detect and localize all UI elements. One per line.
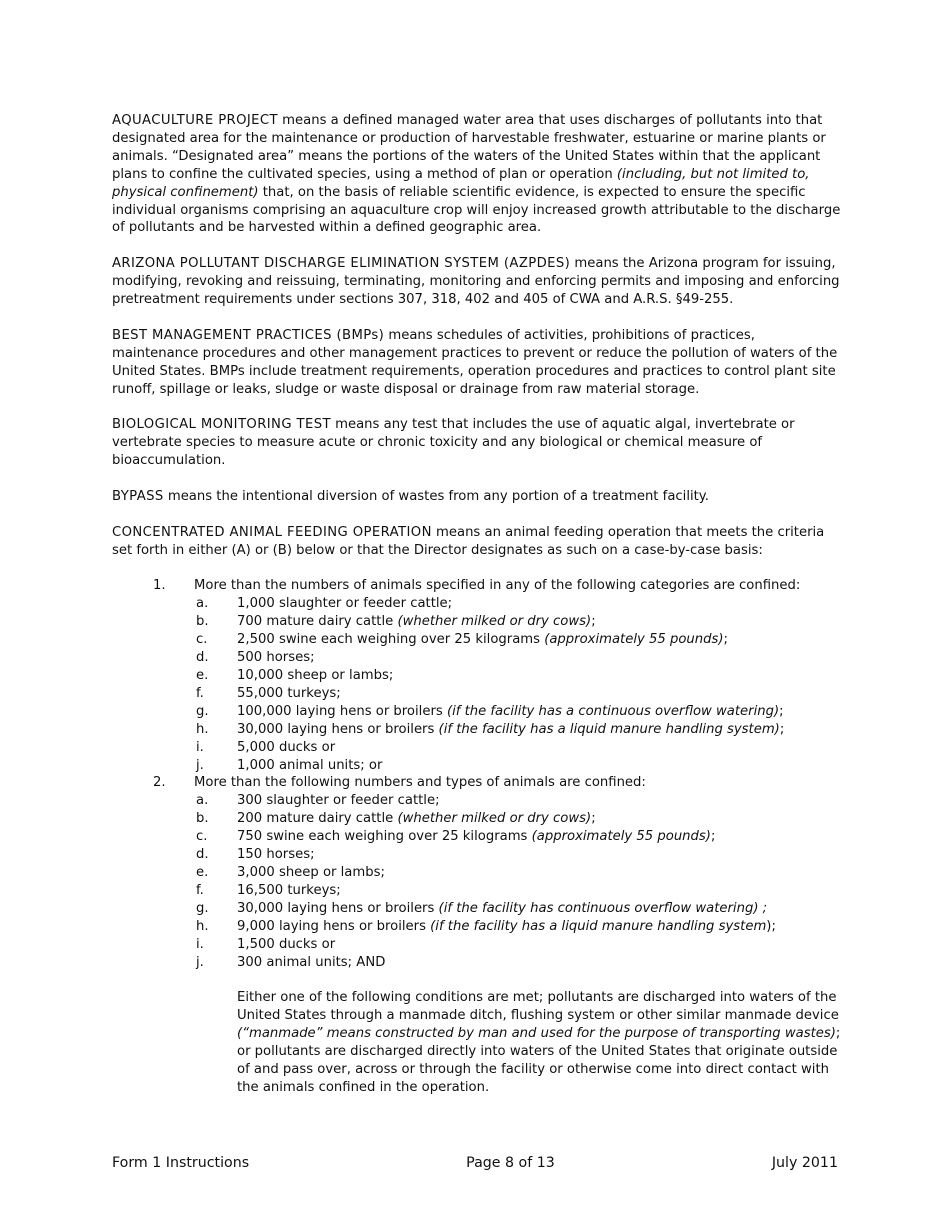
definition-term: BEST MANAGEMENT PRACTICES (BMPs) [112,327,385,343]
subitem-letter: a. [196,793,209,809]
definition-text: means any test that includes the use of aquatic algal, invertebrate or vertebrate species to measure acute or chronic toxicity and any biological or chemical measure of bioaccumulation. [112,417,795,469]
subitem-letter: d. [196,650,209,666]
definition-text: means the Arizona program for issuing, modifying, revoking and reissuing, terminating, monitoring and enforcing permits and imposing and enforcing pretreatment requirements under sections 307, 318, 402 and 405 of CWA and A.R.S. §49-255. [112,256,840,308]
criterion-subitem [112,613,842,631]
subitem-text: 10,000 sheep or lambs; [237,668,394,683]
criterion-subitem [112,900,842,918]
subitem-text [237,954,385,972]
criterion-subitem [112,918,842,936]
subitem-text [237,631,728,649]
criterion-subitem [112,882,842,900]
subitem-text [237,882,341,900]
definition-term: ARIZONA POLLUTANT DISCHARGE ELIMINATION SYSTEM (AZPDES) [112,256,571,272]
subitem-letter: j. [196,757,204,773]
definition-term: AQUACULTURE PROJECT [112,113,278,128]
definition-paragraph [112,416,842,470]
document-page [112,112,842,1097]
condition-text: Either one of the following conditions are met; pollutants are discharged into waters of the United States through a manmade ditch, flushing system or other similar manmade device [237,990,839,1024]
subitem-letter: h. [196,918,209,934]
criterion-subitem [112,828,842,846]
definition-paragraph [112,112,842,237]
subitem-letter: b. [196,614,209,630]
subitem-letter: e. [196,668,209,683]
subitem-text [237,792,440,810]
definition-paragraph [112,488,842,506]
subitem-text [237,739,335,757]
subitem-letter: b. [196,811,209,827]
subitem-text: ); [766,918,776,934]
subitem-text: 1,000 slaughter or feeder cattle; [237,596,453,612]
subitem-text: 100,000 laying hens or broilers [237,703,447,719]
subitem-italic-text: (approximately 55 pounds) [531,829,711,845]
subitem-text: 9,000 laying hens or broilers [237,918,431,934]
definition-paragraph [112,524,842,560]
subitem-text: ; [591,614,596,630]
definition-term: BIOLOGICAL MONITORING TEST [112,417,331,433]
subitem-text: ; [723,632,728,648]
subitem-text [237,918,776,936]
subitem-italic-text: (if the facility has a liquid manure handling system) [438,721,780,737]
definition-paragraph [112,327,842,399]
subitem-italic-text: (if the facility has continuous overflow watering) ; [438,900,768,916]
definition-term: CONCENTRATED ANIMAL FEEDING OPERATION [112,524,432,540]
criterion-subitem [112,721,842,739]
subitem-text: ; [779,703,784,719]
subitem-text: 30,000 laying hens or broilers [237,721,439,737]
subitem-text: 300 slaughter or feeder cattle; [237,793,440,809]
subitem-italic-text: (if the facility has a liquid manure handling system [430,918,767,934]
criterion-number: 2. [153,775,166,791]
subitem-italic-text: (approximately 55 pounds) [544,632,724,648]
definition-paragraph [112,255,842,309]
subitem-text: 5,000 ducks or [237,739,336,755]
subitem-letter: g. [196,900,209,916]
definition-text: means schedules of activities, prohibitions of practices, maintenance procedures and other management practices to prevent or reduce the pollution of waters of the United States. BMPs include treatment requirements, operation procedures and practices to control plant site runoff, spillage or leaks, sludge or waste disposal or drainage from raw material storage. [112,327,838,397]
criterion-subitem [112,685,842,703]
definition-text: means a defined managed water area that uses discharges of pollutants into that designated area for the maintenance or production of harvestable freshwater, estuarine or marine plants or animals. “Designated area” means the portions of the waters of the United States within that the applicant plans to confine the cultivated species, using a method of plan or operation [112,113,826,182]
subitem-text: 500 horses; [237,650,315,666]
subitem-letter: i. [196,936,204,952]
footer-date: July 2011 [771,1155,838,1171]
subitem-text [237,721,784,739]
subitem-letter: a. [196,596,209,612]
subitem-letter: f. [196,882,204,898]
subitem-text [237,864,385,882]
subitem-text: 55,000 turkeys; [237,685,341,701]
subitem-text: 1,000 animal units; or [237,757,383,773]
criterion-subitem [112,703,842,721]
criterion-subitem [112,667,842,685]
subitem-text: 200 mature dairy cattle [237,811,398,827]
subitem-text: 3,000 sheep or lambs; [237,864,385,880]
criterion-subitem [112,936,842,954]
subitem-text [237,846,315,864]
criterion-subitem [112,810,842,828]
criterion-subitem [112,954,842,972]
subitem-text: 750 swine each weighing over 25 kilograms [237,829,532,845]
subitem-text [237,828,715,846]
subitem-letter: c. [196,829,208,845]
condition-text: ; or pollutants are discharged directly into waters of the United States that originate outside of and pass over, across or through the facility or otherwise come into direct contact with the animals confined in the operation. [237,1026,841,1095]
subitem-letter: g. [196,703,209,719]
subitem-italic-text: (whether milked or dry cows) [397,811,592,827]
subitem-text: ; [710,829,716,845]
subitem-text [237,613,596,631]
subitem-letter: c. [196,632,208,648]
footer-form-name: Form 1 Instructions [112,1155,250,1171]
subitem-text [237,810,596,828]
subitem-text: 700 mature dairy cattle [237,614,398,630]
definition-text: that, on the basis of reliable scientific evidence, is expected to ensure the specific individual organisms comprising an aquaculture crop will enjoy increased growth attributable to the discharge of pollutants and be harvested within a defined geographic area. [112,184,841,236]
subitem-letter: j. [196,954,204,970]
subitem-text: 150 horses; [237,847,315,863]
subitem-text [237,936,335,954]
criterion-subitem [112,757,842,775]
subitem-text [237,900,767,918]
definition-italic-text: (including, but not limited to, physical confinement) [112,166,810,200]
conditions-paragraph [237,989,842,1096]
criterion-subitem [112,846,842,864]
criterion-subitem [112,792,842,810]
subitem-letter: d. [196,847,209,863]
definitions-section [112,112,842,560]
subitem-text [237,595,452,613]
subitem-italic-text: (if the facility has a continuous overflow watering) [446,703,780,719]
definition-term: BYPASS [112,488,164,504]
criterion-subitem [112,739,842,757]
criterion-text: More than the following numbers and types of animals are confined: [194,775,646,791]
condition-italic-text: (“manmade” means constructed by man and used for the purpose of transporting wastes) [237,1026,836,1042]
criterion-subitem [112,864,842,882]
subitem-text [237,667,393,685]
criterion-item [112,774,842,792]
criterion-item [112,577,842,595]
criterion-subitem [112,631,842,649]
criterion-subitem [112,649,842,667]
subitem-text: 16,500 turkeys; [237,882,341,898]
subitem-letter: h. [196,721,209,737]
definition-text: means an animal feeding operation that meets the criteria set forth in either (A) or (B) below or that the Director designates as such on a case-by-case basis: [112,524,825,558]
subitem-italic-text: (whether milked or dry cows) [397,614,592,630]
subitem-text: 30,000 laying hens or broilers [237,900,439,916]
criterion-text: More than the numbers of animals specified in any of the following categories are confined: [194,578,801,594]
subitem-letter: i. [196,739,204,755]
criterion-number: 1. [153,578,166,594]
footer-page-number: Page 8 of 13 [466,1155,555,1171]
page-footer [112,1155,838,1171]
subitem-letter: f. [196,685,204,701]
criterion-subitem [112,595,842,613]
subitem-text [237,649,315,667]
subitem-text: ; [591,811,596,827]
subitem-text: 300 animal units; AND [237,954,386,970]
subitem-text [237,703,784,721]
subitem-text: 2,500 swine each weighing over 25 kilograms [237,632,545,648]
subitem-letter: e. [196,864,209,880]
subitem-text [237,685,341,703]
subitem-text: ; [779,721,785,737]
subitem-text [237,757,382,775]
subitem-text: 1,500 ducks or [237,936,336,952]
criteria-list [112,577,842,971]
definition-text: means the intentional diversion of wastes from any portion of a treatment facility. [163,488,709,504]
